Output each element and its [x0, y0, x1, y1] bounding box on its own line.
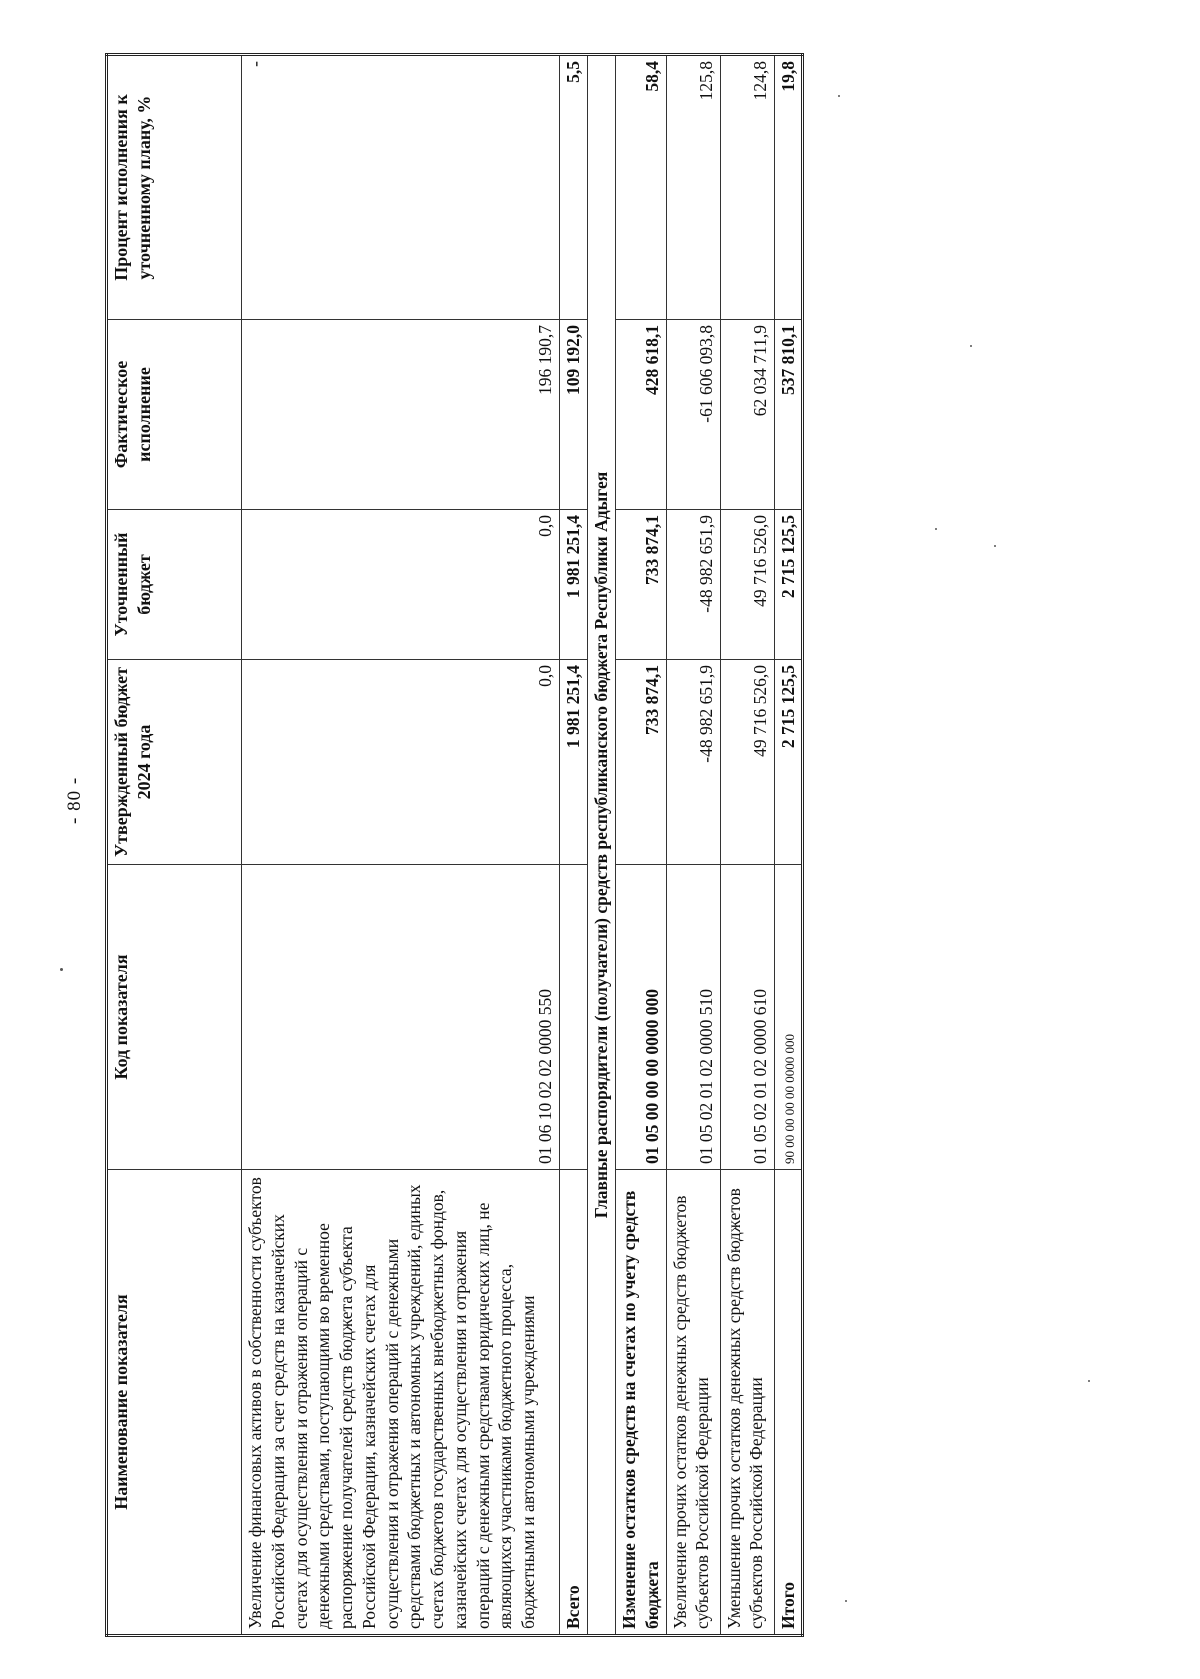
row-code: 01 05 02 01 02 0000 510 — [666, 865, 720, 1170]
header-actual: Фактическое исполнение — [107, 320, 242, 510]
row-name: Изменение остатков средств на счетах по учету средств бюджета — [616, 1170, 667, 1636]
row-code: 90 00 00 00 00 0000 000 — [774, 865, 803, 1170]
row-code — [560, 865, 588, 1170]
table-row — [720, 55, 774, 1636]
header-name: Наименование показателя — [107, 1170, 242, 1636]
row-name: Всего — [560, 1170, 588, 1636]
row-percent: 125,8 — [666, 55, 720, 320]
table-row-grand-total — [774, 55, 803, 1636]
table-row — [616, 55, 667, 1636]
scan-speck — [935, 528, 937, 530]
scan-speck — [1088, 1380, 1090, 1382]
row-approved: -48 982 651,9 — [666, 660, 720, 865]
row-refined: 733 874,1 — [616, 510, 667, 660]
row-approved: 1 981 251,4 — [560, 660, 588, 865]
scan-speck — [994, 545, 996, 547]
row-approved: 49 716 526,0 — [720, 660, 774, 865]
row-percent: 5,5 — [560, 55, 588, 320]
table-row — [242, 55, 560, 1636]
table-row-total — [560, 55, 588, 1636]
row-refined: -48 982 651,9 — [666, 510, 720, 660]
header-code: Код показателя — [107, 865, 242, 1170]
row-actual: 109 192,0 — [560, 320, 588, 510]
row-actual: 428 618,1 — [616, 320, 667, 510]
row-code: 01 06 10 02 02 0000 550 — [242, 865, 560, 1170]
row-refined: 1 981 251,4 — [560, 510, 588, 660]
scan-speck — [838, 95, 840, 97]
row-actual: 196 190,7 — [242, 320, 560, 510]
row-refined: 49 716 526,0 — [720, 510, 774, 660]
row-percent: 19,8 — [774, 55, 803, 320]
scan-speck — [845, 1600, 847, 1602]
row-name: Увеличение прочих остатков денежных средств бюджетов субъектов Российской Федерации — [666, 1170, 720, 1636]
row-refined: 2 715 125,5 — [774, 510, 803, 660]
row-actual: 62 034 711,9 — [720, 320, 774, 510]
budget-table — [105, 53, 804, 1637]
row-name: Итого — [774, 1170, 803, 1636]
row-name: Увеличение финансовых активов в собственности субъектов Российской Федерации за счет средств на казначейских счетах для осуществления и отражения операций с денежными средствами, поступающими во временное распоряжение получателей средств бюджета субъекта Российской Федерации, казначейских счетах для осуществления и отражения операций с денежными средствами бюджетных и автономных учреждений, единых счетах бюджетов государственных внебюджетных фондов, казначейских счетах для осуществления и отражения операций с денежными средствами юридических лиц, не являющихся участниками бюджетного процесса, бюджетными и автономными учреждениями — [242, 1170, 560, 1636]
page-number: - 80 - — [64, 776, 85, 824]
row-percent: - — [242, 55, 560, 320]
scan-speck — [60, 968, 63, 971]
section-title-row — [588, 55, 616, 1636]
table-header-row — [107, 55, 242, 1636]
row-code: 01 05 02 01 02 0000 610 — [720, 865, 774, 1170]
header-approved: Утвержденный бюджет 2024 года — [107, 660, 242, 865]
header-refined: Уточненный бюджет — [107, 510, 242, 660]
row-approved: 2 715 125,5 — [774, 660, 803, 865]
row-refined: 0,0 — [242, 510, 560, 660]
header-percent: Процент исполнения к уточненному плану, % — [107, 55, 242, 320]
row-approved: 733 874,1 — [616, 660, 667, 865]
row-percent: 124,8 — [720, 55, 774, 320]
table-row — [666, 55, 720, 1636]
scan-speck — [970, 345, 972, 347]
section-title: Главные распорядители (получатели) средств республиканского бюджета Республики Адыгея — [588, 55, 616, 1636]
row-name: Уменьшение прочих остатков денежных средств бюджетов субъектов Российской Федерации — [720, 1170, 774, 1636]
row-actual: 537 810,1 — [774, 320, 803, 510]
row-code: 01 05 00 00 00 0000 000 — [616, 865, 667, 1170]
row-approved: 0,0 — [242, 660, 560, 865]
rotated-table-container — [105, 56, 798, 1637]
row-percent: 58,4 — [616, 55, 667, 320]
row-actual: -61 606 093,8 — [666, 320, 720, 510]
